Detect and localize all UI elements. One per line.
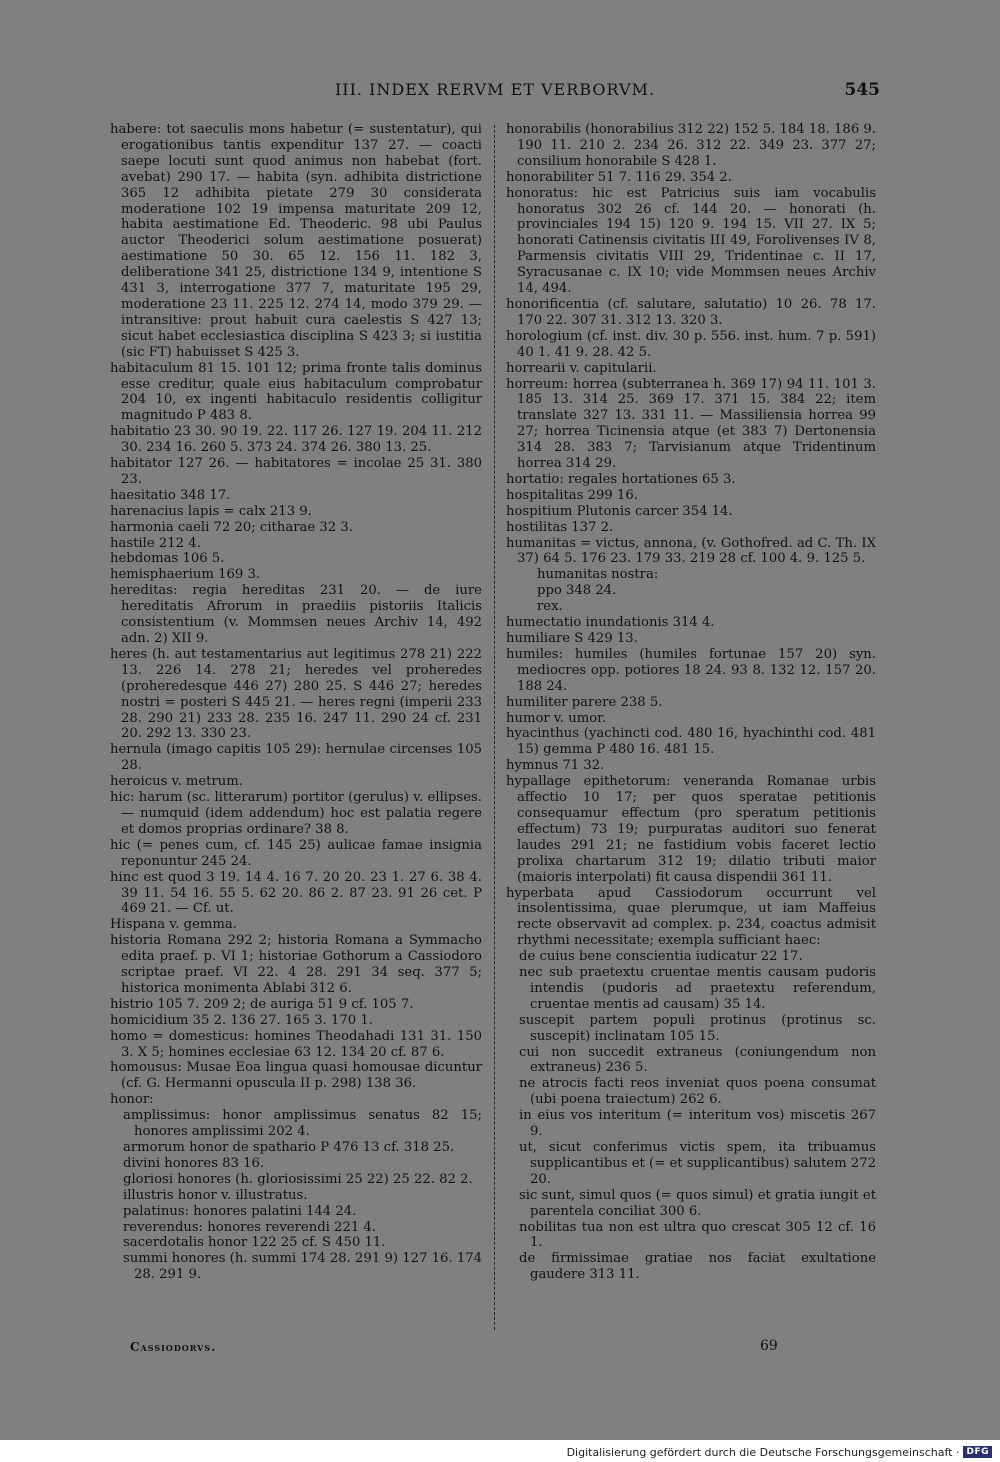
index-entry: homo = domesticus: homines Theodahadi 131 31. 150 3. X 5; homines ecclesiae 63 12. 134 20 cf. 87 6.	[110, 1028, 482, 1060]
index-entry: histrio 105 7. 209 2; de auriga 51 9 cf. 105 7.	[110, 996, 414, 1012]
index-entry: Hispana v. gemma.	[110, 917, 237, 933]
running-header	[110, 80, 880, 108]
index-entry: humiliare S 429 13.	[506, 631, 638, 646]
index-subentry: de firmissimae gratiae nos faciat exultatione gaudere 313 11.	[519, 1251, 876, 1283]
index-subentry: ut, sicut conferimus victis spem, ita tribuamus supplicantibus et (= et supplicantibus) salutem 272 20.	[519, 1140, 876, 1187]
index-entry: hyacinthus (yachincti cod. 480 16, hyachinthi cod. 481 15) gemma P 480 16. 481 15.	[506, 726, 876, 758]
credit-text: Digitalisierung gefördert durch die Deutsche Forschungsgemeinschaft ·	[566, 1445, 960, 1459]
index-entry: habere: tot saeculis mons habetur (= sustentatur), qui erogationibus tantis expenditur 137 27. — coacti saepe locuti sunt quod animus non habebat (fort. avebat) 290 17. — habita (syn. adhibita districtione 365 12 adhibita pietate 279 30 considerata moderatione 102 19 impensa maturitate 209 12, habita aestimatione Ed. Theoderic. 98 ubi Paulus auctor Theoderici solum aestimatione posuerat) aestimatione 50 30. 65 12. 156 11. 182 3, deliberatione 341 25, districtione 134 9, intentione S 431 3, interrogatione 377 7, maturitate 195 29, moderatione 23 11. 225 12. 274 14, modo 379 29. — intransitive: prout habuit cura caelestis S 427 13; sicut habet ecclesiastica disciplina S 423 3; si iustitia (sic FT) habuisset S 425 3.	[110, 122, 482, 360]
index-subentry: suscepit partem populi protinus (protinus sc. suscepit) inclinatam 105 15.	[519, 1012, 876, 1044]
signature-mark: 69	[760, 1338, 778, 1354]
index-entry: honoratus: hic est Patricius suis iam vocabulis honoratus 302 26 cf. 144 20. — honorati (h. provinciales 194 15) 120 9. 194 15. VII 27. IX 5; honorati Catinensis civitatis III 49, Forolivenses IV 8, Parmensis civitatis VIII 29, Tridentinae c. II 17, Syracusanae c. IX 10; vide Mommsen neues Archiv 14, 494.	[506, 185, 876, 297]
index-entry: habitaculum 81 15. 101 12; prima fronte talis dominus esse creditur, quale eius habitaculum comprobatur 204 10, ex ingenti habitaculo residentis colligitur magnitudo P 483 8.	[110, 360, 482, 424]
index-entry: harmonia caeli 72 20; citharae 32 3.	[110, 519, 353, 535]
index-entry: heres (h. aut testamentarius aut legitimus 278 21) 222 13. 226 14. 278 21; heredes vel proheredes (proheredesque 446 27) 280 25. S 446 27; heredes nostri = posteri S 445 21. — heres regni (imperii 233 28. 290 21) 233 28. 235 16. 247 11. 290 24 cf. 231 20. 292 13. 330 23.	[110, 646, 482, 742]
index-entry: hortatio: regales hortationes 65 3.	[506, 471, 736, 487]
index-entry: historia Romana 292 2; historia Romana a Symmacho edita praef. p. VI 1; historiae Gothorum a Cassiodoro scriptae praef. VI 22. 4 28. 291 34 seq. 377 5; historica monimenta Ablabi 312 6.	[110, 933, 482, 996]
column-divider	[494, 125, 495, 1330]
left-column	[110, 122, 482, 1283]
dfg-logo: DFG	[963, 1446, 992, 1458]
index-subentry: cui non succedit extraneus (coniungendum non extraneus) 236 5.	[519, 1044, 876, 1076]
index-entry: humectatio inundationis 314 4.	[506, 615, 715, 631]
index-subentry: sic sunt, simul quos (= quos simul) et gratia iungit et parentela conciliat 300 6.	[519, 1187, 876, 1219]
index-entry: humiliter parere 238 5.	[506, 694, 663, 710]
index-entry: hereditas: regia hereditas 231 20. — de iure hereditatis Afrorum in praediis pistoriis Italicis consistentium (v. Mommsen neues Archiv 14, 492 adn. 2) XII 9.	[110, 583, 482, 646]
index-entry: humiles: humiles (humiles fortunae 157 20) syn. mediocres opp. potiores 18 24. 93 8. 132 12. 157 20. 188 24.	[506, 646, 876, 694]
right-column	[506, 122, 876, 1283]
index-entry: habitator 127 26. — habitatores = incolae 25 31. 380 23.	[110, 456, 482, 487]
index-subentry: armorum honor de spathario P 476 13 cf. 318 25.	[123, 1140, 455, 1155]
index-entry: honorificentia (cf. salutare, salutatio) 10 26. 78 17. 170 22. 307 31. 312 13. 320 3.	[506, 296, 876, 328]
index-subentry: summi honores (h. summi 174 28. 291 9) 127 16. 174 28. 291 9.	[123, 1251, 482, 1283]
index-subentry: illustris honor v. illustratus.	[123, 1187, 308, 1203]
index-entry: habitatio 23 30. 90 19. 22. 117 26. 127 19. 204 11. 212 30. 234 16. 260 5. 373 24. 374 26. 380 13. 25.	[110, 424, 482, 456]
index-entry: horreum: horrea (subterranea h. 369 17) 94 11. 101 3. 185 13. 314 25. 369 17. 371 15. 384 22; item translate 327 13. 331 11. — Massiliensia horrea 99 27; horrea Ticinensia atque (et 383 7) Dertonensia 314 28. 383 7; Tarvisianum atque Tridentinum horrea 314 29.	[506, 376, 876, 472]
index-entry: heroicus v. metrum.	[110, 774, 243, 790]
index-subentry: sacerdotalis honor 122 25 cf. S 450 11.	[123, 1235, 386, 1251]
index-entry: homicidium 35 2. 136 27. 165 3. 170 1.	[110, 1012, 373, 1028]
index-subentry: gloriosi honores (h. gloriosissimi 25 22) 25 22. 82 2.	[123, 1171, 473, 1187]
index-subentry: divini honores 83 16.	[123, 1155, 265, 1171]
index-entry: hypallage epithetorum: veneranda Romanae urbis affectio 10 17; per quos speratae petitionis consequamur effectum (pro speratum petitionis effectum) 73 19; purpuratas auditori suo fenerat laudes 291 21; ne fastidium vobis faceret lectio prolixa chartarum 312 19; dilatio tributi maior (maioris interpolati) fit causa dispendii 361 11.	[506, 774, 876, 885]
index-entry: humanitas = victus, annona, (v. Gothofred. ad C. Th. IX 37) 64 5. 176 23. 179 33. 219 28 cf. 100 4. 9. 125 5.	[506, 535, 876, 567]
index-entry: hastile 212 4.	[110, 535, 201, 551]
index-entry: hospitium Plutonis carcer 354 14.	[506, 503, 733, 519]
page-number: 545	[844, 80, 880, 100]
index-subentry: nec sub praetextu cruentae mentis causam pudoris intendis (pudoris ad praetextu referendum, cruentae mentis ad causam) 35 14.	[519, 965, 876, 1012]
index-entry: hinc est quod 3 19. 14 4. 16 7. 20 20. 23 1. 27 6. 38 4. 39 11. 54 16. 55 5. 62 20. 86 2. 87 23. 91 26 cet. P 469 21. — Cf. ut.	[110, 869, 482, 917]
index-subentry: de cuius bene conscientia iudicatur 22 17.	[519, 949, 803, 965]
index-subentry: palatinus: honores palatini 144 24.	[123, 1203, 357, 1219]
footer-author: Cassiodorvs.	[130, 1340, 217, 1354]
index-subentry: ppo 348 24.	[537, 583, 617, 599]
index-entry: hic: harum (sc. litterarum) portitor (gerulus) v. ellipses. — numquid (idem addendum) hoc est palatia regere et domos proprias ordinare? 38 8.	[110, 790, 482, 837]
index-entry: horrearii v. capitularii.	[506, 360, 657, 376]
index-entry: hymnus 71 32.	[506, 758, 605, 774]
index-subentry: rex.	[537, 599, 563, 615]
index-subentry: ne atrocis facti reos inveniat quos poena consumat (ubi poena traiectum) 262 6.	[519, 1076, 876, 1108]
index-subentry: in eius vos interitum (= interitum vos) miscetis 267 9.	[519, 1108, 876, 1140]
index-entry: horologium (cf. inst. div. 30 p. 556. inst. hum. 7 p. 591) 40 1. 41 9. 28. 42 5.	[506, 328, 876, 360]
index-entry: humor v. umor.	[506, 710, 607, 726]
index-entry: haesitatio 348 17.	[110, 487, 231, 503]
index-subentry: reverendus: honores reverendi 221 4.	[123, 1219, 376, 1235]
index-entry: hostilitas 137 2.	[506, 519, 614, 535]
index-entry: hernula (imago capitis 105 29): hernulae circenses 105 28.	[110, 742, 482, 774]
index-entry: honorabiliter 51 7. 116 29. 354 2.	[506, 169, 732, 185]
digitization-credit	[567, 1444, 992, 1460]
index-entry: hemisphaerium 169 3.	[110, 567, 261, 583]
index-entry: honorabilis (honorabilius 312 22) 152 5. 184 18. 186 9. 190 11. 210 2. 234 26. 312 22. 349 23. 377 27; consilium honorabile S 428 1.	[506, 122, 876, 169]
index-subentry: humanitas nostra:	[537, 567, 659, 583]
header-title: III. INDEX RERVM ET VERBORVM.	[334, 80, 656, 99]
index-entry: hyperbata apud Cassiodorum occurrunt vel insolentissima, quae plerumque, ut iam Maffeius recte observavit ad complex. p. 234, coactus admisit rhythmi necessitate; exempla sufficiant haec:	[506, 885, 876, 949]
index-entry: hebdomas 106 5.	[110, 551, 225, 567]
index-subentry: amplissimus: honor amplissimus senatus 82 15; honores amplissimi 202 4.	[123, 1108, 482, 1140]
index-entry: honor:	[110, 1092, 154, 1108]
index-entry: hic (= penes cum, cf. 145 25) aulicae famae insignia reponuntur 245 24.	[110, 837, 482, 869]
index-entry: homousus: Musae Eoa lingua quasi homousae dicuntur (cf. G. Hermanni opuscula II p. 298) 138 36.	[110, 1060, 482, 1092]
index-entry: hospitalitas 299 16.	[506, 487, 638, 503]
index-subentry: nobilitas tua non est ultra quo crescat 305 12 cf. 16 1.	[519, 1219, 876, 1251]
index-entry: harenacius lapis = calx 213 9.	[110, 503, 312, 519]
